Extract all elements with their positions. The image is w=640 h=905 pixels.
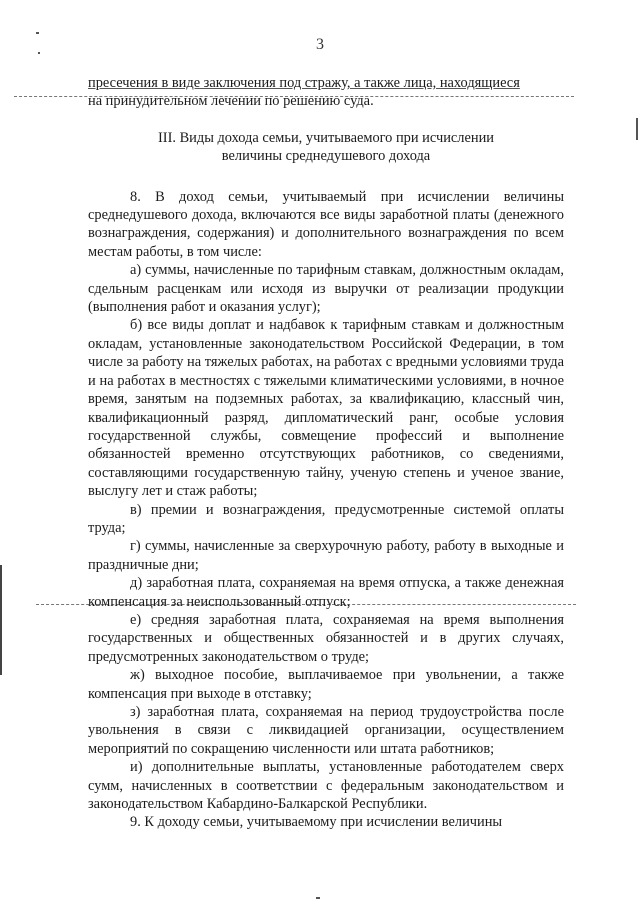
paragraph-8: 8. В доход семьи, учитываемый при исчислении величины среднедушевого дохода, включаются все виды заработной платы (денежного вознаграждения, содержания) и дополнительного вознаграждения по всем местам работы, в том числе: — [88, 188, 564, 260]
item-i: и) дополнительные выплаты, установленные работодателем сверх сумм, начисленных в соответствии с федеральным законодательством и законодательством Кабардино-Балкарской Республики. — [88, 759, 564, 813]
page-number: 3 — [316, 36, 324, 53]
item-zh: ж) выходное пособие, выплачиваемое при увольнении, а также компенсация при выходе в отставку; — [88, 667, 564, 702]
item-e: е) средняя заработная плата, сохраняемая на время выполнения государственных и общественных обязанностей и в других случаях, предусмотренных законодательством о труде; — [88, 611, 564, 665]
document-body — [88, 74, 564, 832]
intro-line-2: на принудительном лечении по решению суда. — [88, 93, 374, 110]
section-heading-line-1: III. Виды дохода семьи, учитываемого при исчислении — [158, 129, 494, 146]
item-g: г) суммы, начисленные за сверхурочную работу, работу в выходные и праздничные дни; — [88, 538, 564, 573]
paragraph-9: 9. К доходу семьи, учитываемому при исчислении величины — [130, 814, 503, 831]
item-a: а) суммы, начисленные по тарифным ставкам, должностным окладам, сдельным расценкам или исходя из выручки от реализации продукции (выполнения работ и оказания услуг); — [88, 262, 564, 316]
scan-edge-mark-right — [636, 118, 638, 140]
scan-mark-top-left — [36, 32, 39, 34]
item-z: з) заработная плата, сохраняемая на период трудоустройства после увольнения в связи с ликвидацией организации, осуществлением мероприятий по сокращению численности или штата работников; — [88, 704, 564, 757]
item-v: в) премии и вознаграждения, предусмотренные системой оплаты труда; — [88, 501, 564, 536]
item-b: б) все виды доплат и надбавок к тарифным ставкам и должностным окладам, установленные законодательством Российской Федерации, в том числе за работу на тяжелых работах, на работах с вредными условиями труда и на работах в местностях с тяжелыми климатическими условиями, в ночное время, занятым на подземных работах, за квалификацию, классный чин, квалификационный разряд, дипломатический ранг, особые условия государственной службы, совмещение профессий и выполнение обязанностей временно отсутствующих работников, со сведениями, составляющими государственную тайну, ученую степень и ученое звание, выслугу лет и стаж работы; — [88, 317, 564, 500]
intro-line-1: пресечения в виде заключения под стражу, а также лица, находящиеся — [88, 75, 520, 91]
scan-dot-bottom — [316, 897, 320, 899]
item-d: д) заработная плата, сохраняемая на время отпуска, а также денежная компенсация за неиспользованный отпуск; — [88, 575, 564, 610]
scan-edge-mark-left — [0, 565, 2, 675]
section-heading — [88, 129, 564, 166]
section-heading-line-2: величины среднедушевого дохода — [221, 148, 431, 165]
